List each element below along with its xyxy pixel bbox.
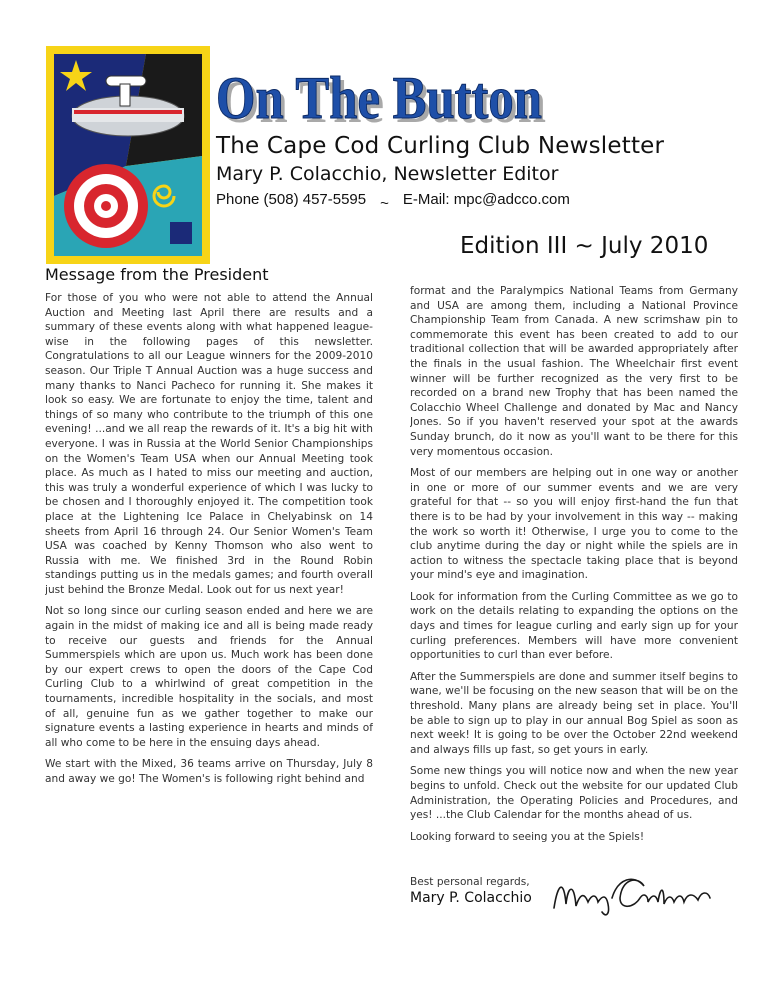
phone-number: Phone (508) 457-5595	[216, 191, 367, 208]
email-address: E-Mail: mpc@adcco.com	[402, 191, 570, 208]
closing-block	[410, 876, 550, 906]
newsletter-title	[214, 56, 554, 132]
paragraph: We start with the Mixed, 36 teams arrive on Thursday, July 8 and away we go! The Women's is following right behind and	[45, 758, 373, 785]
contact-line	[216, 191, 570, 212]
newsletter-title-shadow: On The Button	[220, 69, 546, 132]
newsletter-title-text: On The Button	[216, 65, 542, 131]
edition-label: Edition III ~ July 2010	[460, 233, 709, 259]
paragraph: Not so long since our curling season ended and here we are again in the midst of making ice and all is being made ready to receive our guests and friends for the Annual Summerspiels which are upon us. Much work has been done by our expert crews to open the doors of the Cape Cod Curling Club to a whirlwind of great competition in the tournaments, incredible hospitality in the socials, and most of all, genuine fun as we gather together to make our signature events a lasting experience in hearts and minds of all who come to be here in the ensuing days ahead.	[45, 605, 373, 749]
section-heading: Message from the President	[45, 265, 269, 284]
editor-line: Mary P. Colacchio, Newsletter Editor	[216, 163, 559, 185]
paragraph: format and the Paralympics National Teams from Germany and USA are among them, including a National Province Championship Team from Canada. A new scrimshaw pin to commemorate this event has been created to add to our traditional collection that will be awarded appropriately after the finals in the usual fashion. The Wheelchair first event winner will be further recognized as the very first to be recorded on a brand new Trophy that has been named the Colacchio Wheel Challenge and donated by Mac and Nancy Jones. So if you haven't reserved your spot at the awards Sunday brunch, do it now as you'll want to be there for this very momentous occasion.	[410, 285, 738, 458]
article-column-left	[45, 291, 373, 1000]
paragraph: After the Summerspiels are done and summer itself begins to wane, we'll be focusing on the new season that will be on the threshold. Many plans are already being set in place. You'll be able to sign up to play in our annual Bog Spiel as soon as next week! It is going to be over the October 22nd weekend and always fills up fast, so get yours in early.	[410, 670, 738, 756]
signer-name: Mary P. Colacchio	[410, 890, 532, 906]
paragraph: Some new things you will notice now and when the new year begins to unfold. Check out the website for our updated Club Administration, the Operating Policies and Procedures, and yes! ...the Club Calendar for the months ahead of us.	[410, 765, 738, 822]
paragraph: Most of our members are helping out in one way or another in one or more of our summer events and we are very grateful for that -- so you will enjoy first-hand the fun that there is to be had by your involvement in this way -- making the work so worth it! Otherwise, I urge you to come to the club anytime during the day or night while the spiels are in action to witness the spectacle taking place that is beyond your mind's eye and imagination.	[410, 467, 738, 582]
club-name: The Cape Cod Curling Club Newsletter	[216, 133, 665, 159]
paragraph: For those of you who were not able to attend the Annual Auction and Meeting last April there are results and a summary of these events along with what happened league-wise in the following pages of this newsletter. Congratulations to all our League winners for the 2009-2010 season. Our Triple T Annual Auction was a huge success and many thanks to Nanci Pacheco for running it. She makes it look so easy. We are fortunate to enjoy the time, talent and things of so many who contribute to the triumph of this one evening! ...and we all reap the rewards of it. It's a big hit with everyone. I was in Russia at the World Senior Championships on the Women's Team USA when our Annual Meeting took place. As much as I hated to miss our meeting and auction, this was truly a wonderful experience of which I was lucky to be chosen and I thoroughly enjoyed it. The competition took place at the Lightening Ice Palace in Chelyabinsk on 14 sheets from April 16 through 24. Our Senior Women's Team USA was coached by Kenny Thomson who also went to Russia with me. We finished 3rd in the Round Robin standings putting us in the medals games; and fourth overall just behind the Bronze Medal. Look out for us next year!	[45, 292, 373, 596]
curling-stone-logo	[46, 46, 210, 264]
closing-regards: Best personal regards,	[410, 876, 530, 888]
paragraph: Look for information from the Curling Committee as we go to work on the details relating to expanding the options on the days and times for league curling and early sign up for your curling preferences. Members will have more convenient opportunities to curl than ever before.	[410, 590, 738, 662]
signature	[548, 868, 716, 920]
contact-separator: ~	[380, 195, 389, 212]
article-column-right	[410, 284, 738, 904]
paragraph: Looking forward to seeing you at the Spiels!	[410, 830, 645, 843]
